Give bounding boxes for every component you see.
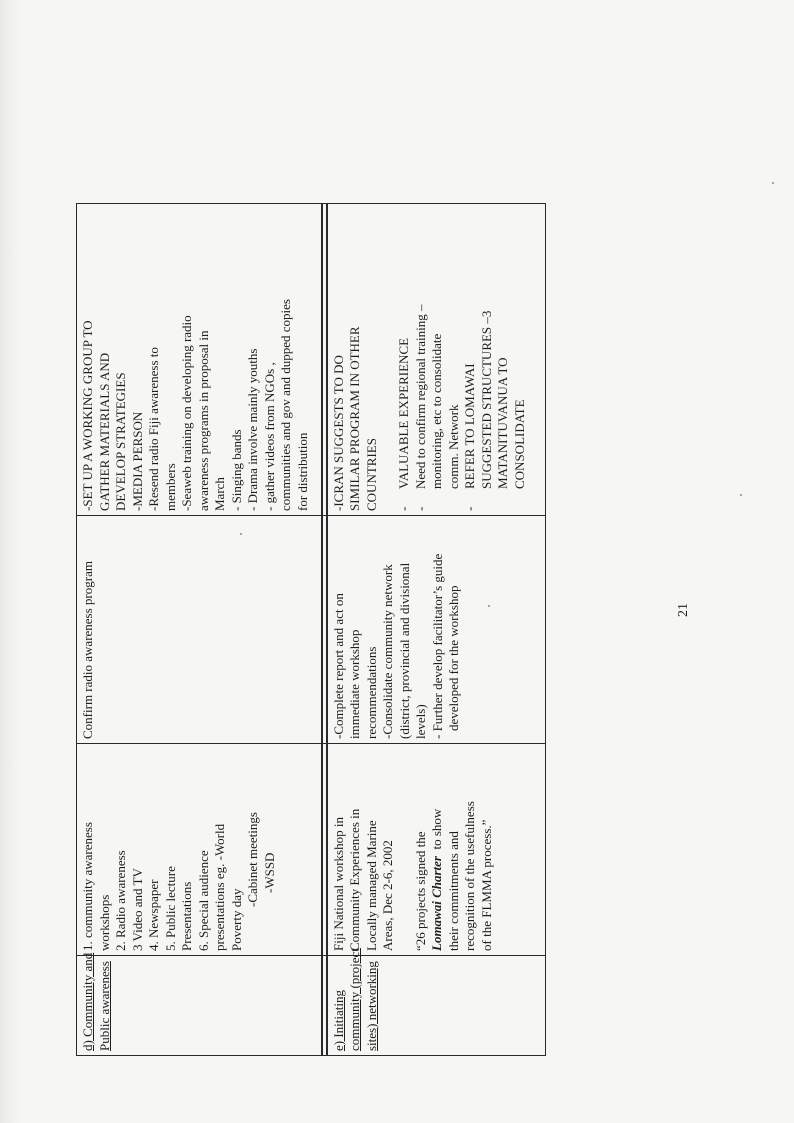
- action-line: -Complete report and act on: [330, 593, 346, 739]
- recommendation-line: COUNTRIES: [363, 438, 379, 511]
- bullet-text: VALUABLE EXPERIENCE: [396, 337, 411, 489]
- activity-line: Locally managed Marine: [363, 820, 379, 951]
- bullet-item: [413, 208, 430, 511]
- activity-line: 6. Special audience: [195, 850, 211, 951]
- activity-line: their commitments and: [445, 831, 461, 951]
- recommendation-line: for distribution: [294, 432, 310, 511]
- actions-cell: [77, 516, 322, 744]
- area-title-line: sites) networking: [363, 961, 379, 1051]
- activity-line: 4. Newspaper: [146, 879, 161, 951]
- recommendation-line: SIMILAR PROGRAM IN OTHER: [347, 326, 362, 511]
- activities-cell: [77, 744, 322, 956]
- recommendation-line: -MEDIA PERSON: [129, 411, 145, 511]
- recommendation-line: awareness programs in proposal in: [195, 330, 211, 511]
- bullet-mark: -: [462, 506, 477, 511]
- charter-line-rest: to show: [429, 808, 444, 856]
- bullet-continuation: [495, 208, 512, 511]
- bullet-text: SUGGESTED STRUCTURES –3: [478, 310, 494, 489]
- bullet-continuation: [479, 208, 496, 511]
- area-cell: [327, 948, 546, 1056]
- table-row: [327, 204, 546, 1056]
- bullet-item: [396, 208, 413, 511]
- recommendation-line: - gather videos from NGOs ,: [261, 362, 277, 511]
- action-line: levels): [413, 704, 428, 739]
- quote-line: “26 projects signed the: [412, 831, 428, 951]
- activity-line: Poverty day: [228, 888, 244, 951]
- recommendations-cell: [77, 204, 322, 516]
- bullet-text: comm. Network: [445, 404, 461, 489]
- recommendation-line: members: [162, 463, 178, 511]
- page-number: 21: [676, 603, 691, 617]
- bullet-continuation: [446, 208, 463, 511]
- activity-line: recognition of the usefulness: [462, 801, 477, 951]
- recommendation-line: communities and gov and dupped copies: [278, 299, 293, 511]
- activity-line: Community Experiences in: [347, 808, 362, 951]
- bullet-mark: -: [396, 506, 411, 511]
- action-line: (district, provincial and divisional: [396, 562, 412, 739]
- area-title-line: e) Initiating: [330, 989, 346, 1051]
- blank-line: [397, 748, 413, 951]
- recommendation-line: -ICRAN SUGGESTS TO DO: [330, 355, 346, 511]
- area-title-line: Public awareness: [96, 961, 112, 1051]
- area-title-line: d) Community and: [80, 952, 95, 1051]
- scan-speck: [740, 494, 742, 496]
- activity-line: Areas, Dec 2-6, 2002: [380, 840, 395, 951]
- recommendation-line: DEVELOP STRATEGIES: [113, 372, 128, 511]
- table-row: [77, 204, 322, 1056]
- bullet-text: monitoring, etc to consolidate: [429, 333, 444, 489]
- activity-line: 5. Public lecture: [162, 866, 178, 951]
- scan-edge-shadow: [0, 0, 20, 1123]
- bullet-item: [462, 208, 479, 511]
- recommendation-line: -Resend radio Fiji awareness to: [146, 347, 161, 511]
- activity-line: 1. community awareness: [80, 822, 95, 951]
- activity-line: presentations eg. -World: [212, 823, 227, 951]
- action-line: developed for the workshop: [446, 585, 461, 731]
- activity-line: 2. Radio awareness: [113, 850, 128, 951]
- recommendation-line: - Singing bands: [228, 429, 244, 511]
- activity-line: Fiji National workshop in: [330, 817, 346, 951]
- action-plan-table: [76, 203, 546, 1056]
- bullet-text: MATANITUVANUA TO: [495, 357, 510, 489]
- activity-line: of the FLMMA process.”: [478, 819, 494, 951]
- scan-speck: [772, 182, 774, 184]
- activity-line: workshops: [96, 894, 112, 951]
- activity-line: -Cabinet meetings: [245, 812, 260, 907]
- recommendation-line: March: [212, 477, 227, 511]
- area-title-line: community (project: [347, 948, 362, 1051]
- area-cell: [77, 952, 322, 1056]
- bullet-continuation: [512, 208, 529, 511]
- recommendation-line: - Drama involve mainly youths: [245, 348, 260, 511]
- charter-line: [429, 748, 446, 951]
- bullet-text: REFER TO LOMAWAI: [462, 363, 477, 489]
- activities-cell: [327, 744, 546, 956]
- rotated-table-frame: [76, 204, 546, 1056]
- action-line: -Consolidate community network: [380, 564, 395, 739]
- action-line: - Further develop facilitator’s guide: [429, 553, 445, 739]
- action-line: Confirm radio awareness program: [80, 561, 95, 739]
- charter-name: Lomawai Charter: [429, 856, 444, 951]
- bullet-text: Need to confirm regional training –: [412, 304, 428, 489]
- activity-line: -WSSD: [261, 852, 277, 893]
- actions-cell: [327, 516, 546, 744]
- recommendation-line: GATHER MATERIALS AND: [96, 352, 112, 511]
- action-line: immediate workshop: [347, 629, 362, 739]
- activity-line: Presentations: [179, 881, 194, 951]
- bullet-continuation: [429, 208, 446, 511]
- bullet-mark: -: [412, 506, 428, 511]
- recommendation-line: -SET UP A WORKING GROUP TO: [80, 320, 95, 511]
- activity-line: 3 Video and TV: [129, 868, 145, 951]
- blank-line: [380, 208, 396, 511]
- bullet-text: CONSOLIDATE: [511, 399, 527, 489]
- recommendation-line: -Seaweb training on developing radio: [179, 315, 194, 511]
- action-line: recommendations: [363, 646, 379, 739]
- recommendations-cell: [327, 204, 546, 516]
